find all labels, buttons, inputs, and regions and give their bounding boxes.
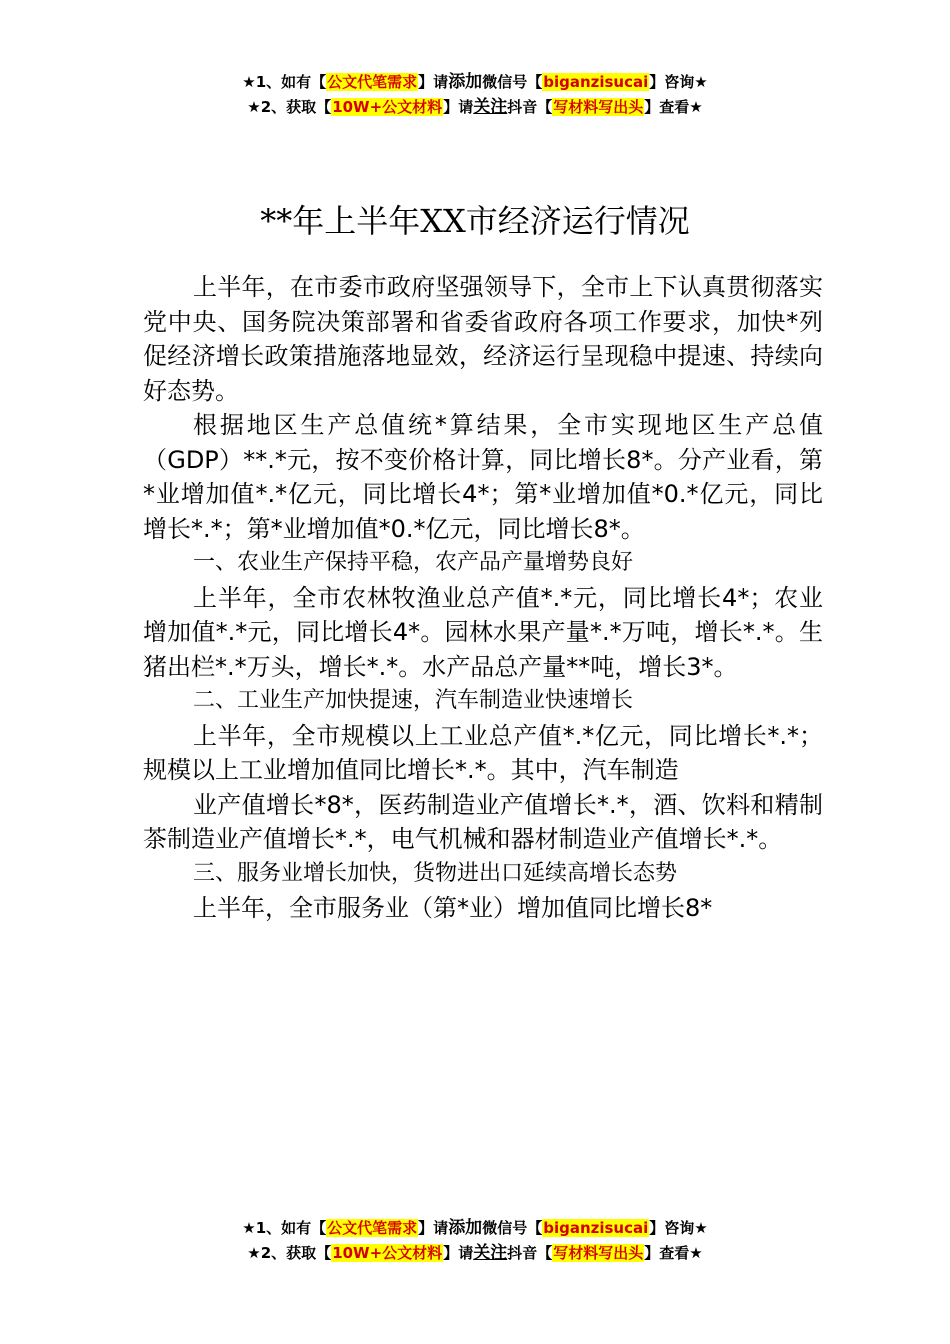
paragraph-industry-cont: 业产值增长*8*，医药制造业产值增长*.*，酒、饮料和精制茶制造业产值增长*.*，电气机械和器材制造业产值增长*.*。: [143, 790, 823, 853]
highlight-wechat-id[interactable]: biganzisucai: [543, 73, 649, 91]
paragraph-gdp: 根据地区生产总值统*算结果，全市实现地区生产总值（GDP）**.*元，按不变价格计算，同比增长8*。分产业看，第*业增加值*.*亿元，同比增长4*；第*业增加值*0.*亿元，同比增长*.*；第*业增加值*0.*亿元，同比增长8*。: [143, 411, 823, 543]
paragraph-agriculture: 上半年，全市农林牧渔业总产值*.*元，同比增长4*；农业增加值*.*元，同比增长4*。园林水果产量*.*万吨，增长*.*。生猪出栏*.*万头，增长*.*。水产品总产量**吨，增长3*。: [143, 583, 823, 681]
paragraph-intro: 上半年，在市委市政府坚强领导下，全市上下认真贯彻落实党中央、国务院决策部署和省委省政府各项工作要求，加快*列促经济增长政策措施落地显效，经济运行呈现稳中提速、持续向好态势。: [143, 273, 823, 405]
section-heading-industry: 二、工业生产加快提速，汽车制造业快速增长: [193, 688, 634, 713]
highlight-materials: 10W+公文材料: [332, 98, 443, 116]
highlight-douyin-account[interactable]: 写材料写出头: [553, 98, 644, 116]
footer-banner: [0, 1216, 950, 1266]
document-body: [143, 270, 823, 926]
section-heading-services: 三、服务业增长加快，货物进出口延续高增长态势: [193, 860, 678, 886]
highlight-douyin-account[interactable]: 写材料写出头: [553, 1244, 644, 1262]
header-banner: [0, 70, 950, 120]
highlight-service: 公文代笔需求: [327, 1219, 418, 1237]
highlight-materials: 10W+公文材料: [332, 1244, 443, 1262]
paragraph-industry: 上半年，全市规模以上工业总产值*.*亿元，同比增长*.*；规模以上工业增加值同比增长*.*。其中，汽车制造: [143, 721, 823, 784]
document-title: **年上半年XX市经济运行情况: [260, 202, 690, 241]
highlight-service: 公文代笔需求: [327, 73, 418, 91]
banner-line-2: ★2、获取【10W+公文材料】请关注抖音【写材料写出头】查看★: [247, 97, 703, 117]
banner-line-1: ★1、如有【公文代笔需求】请添加微信号【biganzisucai】咨询★: [242, 72, 708, 92]
section-heading-agriculture: 一、农业生产保持平稳，农产品产量增势良好: [193, 550, 634, 575]
highlight-wechat-id[interactable]: biganzisucai: [543, 1219, 649, 1237]
banner-line-1: ★1、如有【公文代笔需求】请添加微信号【biganzisucai】咨询★: [242, 1218, 708, 1238]
paragraph-services: 上半年，全市服务业（第*业）增加值同比增长8*: [193, 894, 713, 922]
banner-line-2: ★2、获取【10W+公文材料】请关注抖音【写材料写出头】查看★: [247, 1243, 703, 1263]
